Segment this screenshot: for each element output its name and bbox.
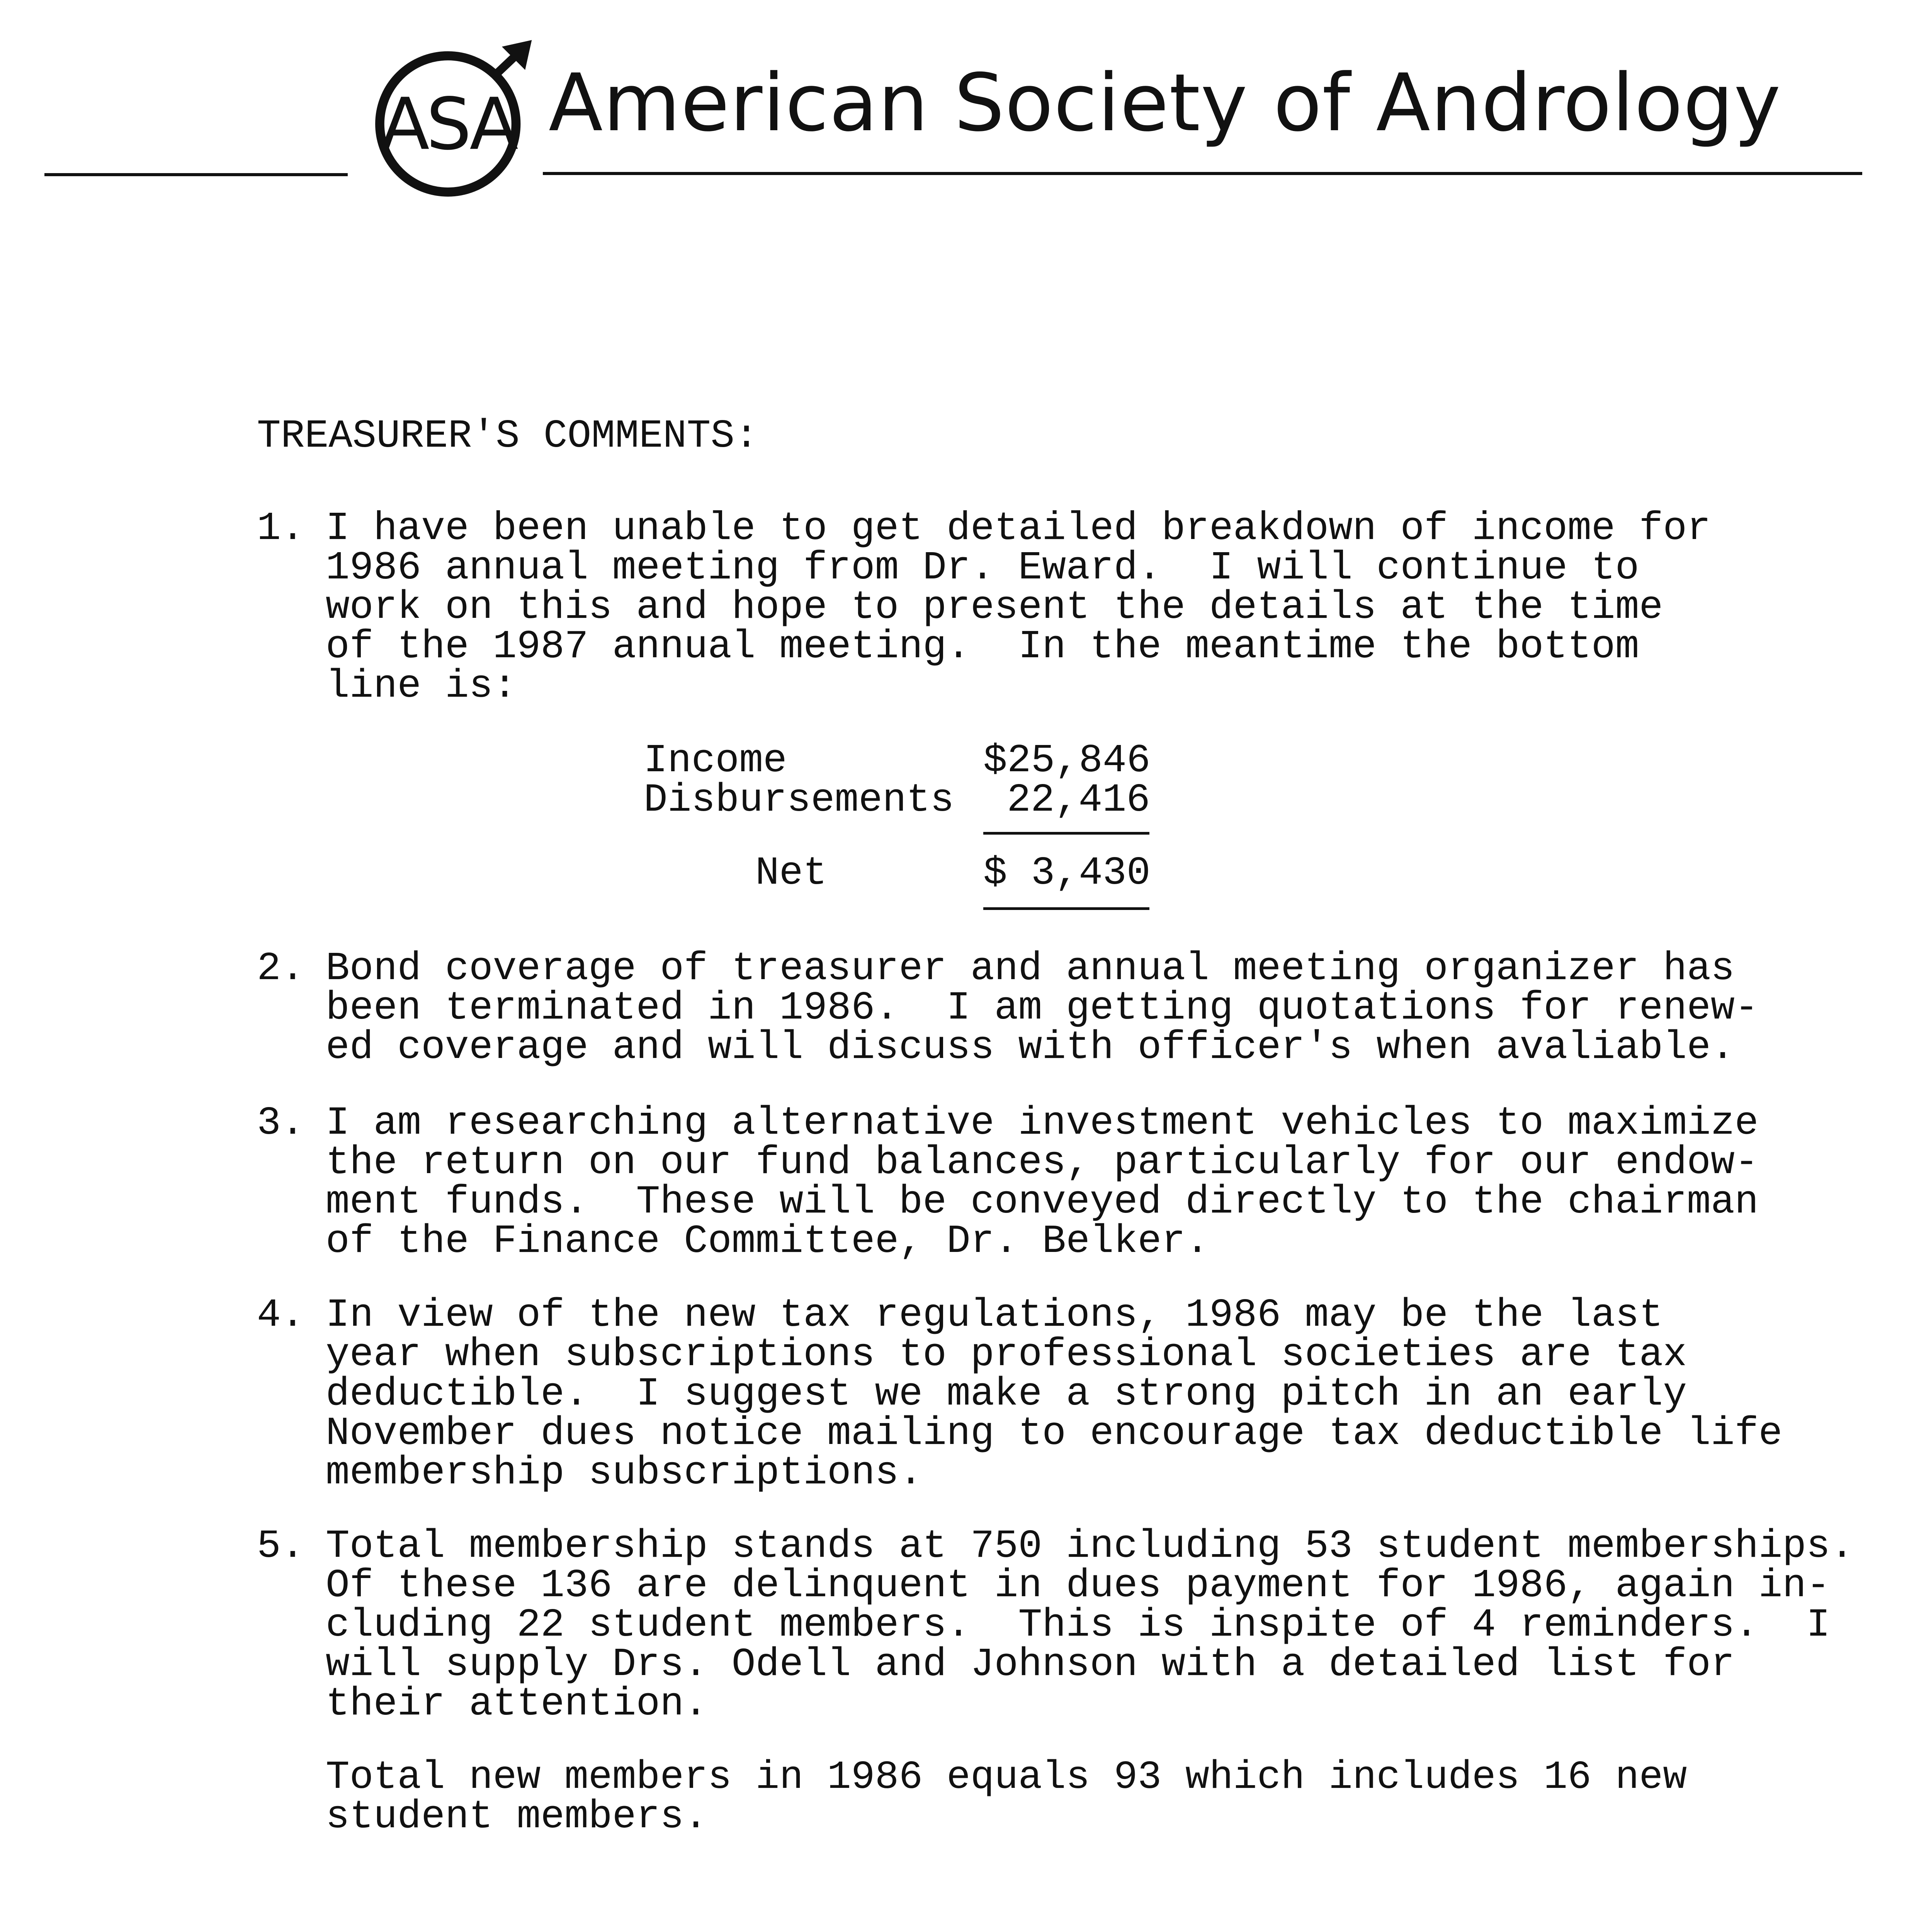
net-label: Net bbox=[755, 850, 827, 896]
item-1-line: 1986 annual meeting from Dr. Eward. I will continue to bbox=[326, 545, 1639, 590]
income-value: $25,846 bbox=[983, 738, 1151, 783]
income-label: Income bbox=[644, 738, 787, 783]
item-1-line: I have been unable to get detailed breakdown of income for bbox=[326, 506, 1711, 551]
item-5-line: Total membership stands at 750 including 53 student memberships. bbox=[326, 1524, 1854, 1569]
item-5-line: their attention. bbox=[326, 1681, 708, 1726]
item-4-line: deductible. I suggest we make a strong pitch in an early bbox=[326, 1371, 1687, 1417]
item-1-line: work on this and hope to present the details at the time bbox=[326, 585, 1663, 630]
item-3-line: I am researching alternative investment vehicles to maximize bbox=[326, 1100, 1759, 1146]
subtotal-rule bbox=[983, 832, 1149, 835]
organization-name: American Society of Andrology bbox=[549, 57, 1781, 149]
item-2-number: 2. bbox=[257, 946, 305, 991]
total-rule bbox=[983, 907, 1149, 910]
item-2-line: been terminated in 1986. I am getting quotations for renew- bbox=[326, 985, 1759, 1031]
item-4-line: membership subscriptions. bbox=[326, 1450, 923, 1495]
item-3-line: the return on our fund balances, particularly for our endow- bbox=[326, 1140, 1759, 1185]
item-2-line: ed coverage and will discuss with officer's when avaliable. bbox=[326, 1025, 1735, 1070]
item-3-line: ment funds. These will be conveyed directly to the chairman bbox=[326, 1179, 1759, 1225]
item-5-followup-line: Total new members in 1986 equals 93 which includes 16 new bbox=[326, 1755, 1687, 1800]
item-3-line: of the Finance Committee, Dr. Belker. bbox=[326, 1219, 1209, 1264]
item-5-line: Of these 136 are delinquent in dues payment for 1986, again in- bbox=[326, 1563, 1831, 1608]
item-1-number: 1. bbox=[257, 506, 305, 551]
item-4-line: November dues notice mailing to encourage tax deductible life bbox=[326, 1411, 1783, 1456]
item-5-line: cluding 22 student members. This is inspite of 4 reminders. I bbox=[326, 1602, 1831, 1648]
item-4-number: 4. bbox=[257, 1293, 305, 1338]
letterhead-rule-left bbox=[44, 173, 348, 176]
item-4-line: In view of the new tax regulations, 1986 may be the last bbox=[326, 1293, 1663, 1338]
item-3-number: 3. bbox=[257, 1100, 305, 1146]
item-5-line: will supply Drs. Odell and Johnson with a detailed list for bbox=[326, 1642, 1735, 1687]
item-1-line: line is: bbox=[326, 663, 517, 709]
disbursements-label: Disbursements bbox=[644, 777, 954, 823]
item-5-number: 5. bbox=[257, 1524, 305, 1569]
item-2-line: Bond coverage of treasurer and annual meeting organizer has bbox=[326, 946, 1735, 991]
letterhead-rule-right bbox=[543, 172, 1862, 175]
item-4-line: year when subscriptions to professional societies are tax bbox=[326, 1332, 1687, 1377]
asa-logo-icon bbox=[369, 37, 535, 203]
logo-text: ASA bbox=[381, 82, 515, 166]
item-1-line: of the 1987 annual meeting. In the meantime the bottom bbox=[326, 624, 1639, 669]
section-heading: TREASURER'S COMMENTS: bbox=[257, 413, 759, 459]
disbursements-value: 22,416 bbox=[1007, 777, 1150, 823]
net-value: $ 3,430 bbox=[983, 850, 1151, 896]
item-5-followup-line: student members. bbox=[326, 1794, 708, 1839]
